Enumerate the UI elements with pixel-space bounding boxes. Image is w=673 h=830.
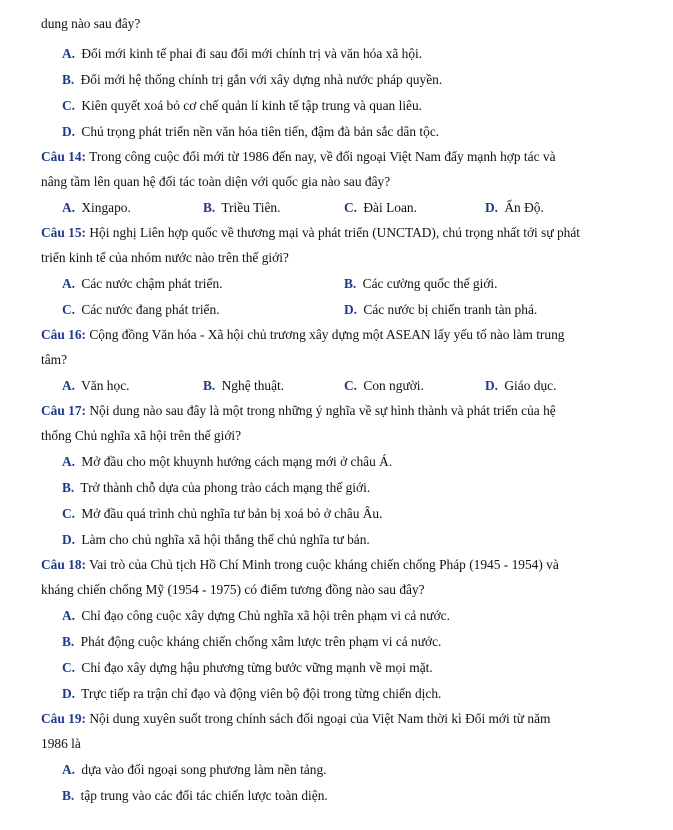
question-stem-line: Nội dung xuyên suốt trong chính sách đối ngoại của Việt Nam thời kì Đổi mới từ năm (89, 711, 551, 726)
question-14-stem-cont: nâng tầm lên quan hệ đối tác toàn diện với quốc gia nào sau đây? (41, 174, 391, 189)
question-15-stem-cont: triển kinh tế của nhóm nước nào trên thế giới? (41, 250, 289, 265)
question-14-stem (41, 147, 556, 166)
option-letter: B. (203, 378, 216, 393)
option-letter: A. (62, 454, 76, 469)
option-text: Phát động cuộc kháng chiến chống xâm lược trên phạm vi cả nước. (80, 634, 442, 649)
q16-option-a[interactable] (62, 376, 129, 395)
q15-option-d[interactable] (344, 300, 537, 319)
option-letter: C. (344, 378, 358, 393)
q14-option-c[interactable] (344, 198, 417, 217)
option-text: Con người. (363, 378, 424, 393)
question-stem-line: Cộng đồng Văn hóa - Xã hội chủ trương xây dựng một ASEAN lấy yếu tố nào làm trung (89, 327, 565, 342)
option-letter: B. (62, 480, 75, 495)
option-text: Triều Tiên. (221, 200, 281, 215)
option-letter: A. (62, 200, 76, 215)
question-stem-line: Vai trò của Chủ tịch Hồ Chí Minh trong cuộc kháng chiến chống Pháp (1945 - 1954) và (89, 557, 559, 572)
option-text: tập trung vào các đối tác chiến lược toàn diện. (80, 788, 328, 803)
question-stem-line: Trong công cuộc đổi mới từ 1986 đến nay, về đối ngoại Việt Nam đẩy mạnh hợp tác và (89, 149, 556, 164)
q15-option-b[interactable] (344, 274, 497, 293)
option-text: Ấn Độ. (504, 200, 544, 215)
q15-option-a[interactable] (62, 274, 223, 293)
option-text: Các cường quốc thế giới. (362, 276, 498, 291)
question-label: Câu 19: (41, 711, 87, 726)
option-letter: B. (62, 72, 75, 87)
option-text: Chú trọng phát triển nền văn hóa tiên tiến, đậm đà bản sắc dân tộc. (81, 124, 440, 139)
question-18-stem-cont: kháng chiến chống Mỹ (1954 - 1975) có điểm tương đồng nào sau đây? (41, 582, 425, 597)
question-label: Câu 17: (41, 403, 87, 418)
q13-option-b[interactable] (62, 70, 442, 89)
option-text: Đổi mới hệ thống chính trị gắn với xây dựng nhà nước pháp quyền. (80, 72, 443, 87)
question-18-stem (41, 555, 559, 574)
question-label: Câu 16: (41, 327, 87, 342)
q17-option-c[interactable] (62, 504, 382, 523)
option-letter: A. (62, 378, 76, 393)
option-text: Đổi mới kinh tế phai đi sau đổi mới chính trị và văn hóa xã hội. (81, 46, 423, 61)
q18-option-a[interactable] (62, 606, 450, 625)
option-letter: C. (62, 506, 76, 521)
question-19-stem-cont: 1986 là (41, 736, 81, 751)
q14-option-b[interactable] (203, 198, 280, 217)
q18-option-b[interactable] (62, 632, 441, 651)
option-letter: D. (344, 302, 358, 317)
option-letter: D. (485, 378, 499, 393)
option-text: dựa vào đối ngoại song phương làm nền tảng. (81, 762, 327, 777)
q16-option-c[interactable] (344, 376, 424, 395)
q17-option-d[interactable] (62, 530, 370, 549)
question-17-stem (41, 401, 556, 420)
q13-option-c[interactable] (62, 96, 422, 115)
question-stem-line: Nội dung nào sau đây là một trong những ý nghĩa về sự hình thành và phát triển của hệ (89, 403, 556, 418)
option-text: Trở thành chỗ dựa của phong trào cách mạng thế giới. (80, 480, 371, 495)
option-letter: B. (344, 276, 357, 291)
option-text: Mở đầu cho một khuynh hướng cách mạng mới ở châu Á. (81, 454, 393, 469)
option-letter: A. (62, 46, 76, 61)
question-16-stem-cont: tâm? (41, 352, 68, 367)
option-letter: B. (203, 200, 216, 215)
option-letter: D. (62, 124, 76, 139)
question-13-stem-end: dung nào sau đây? (41, 16, 141, 31)
question-stem-line: Hội nghị Liên hợp quốc về thương mại và phát triển (UNCTAD), chú trọng nhất tới sự phát (89, 225, 580, 240)
option-text: Đài Loan. (363, 200, 417, 215)
q15-option-c[interactable] (62, 300, 220, 319)
q19-option-b[interactable] (62, 786, 328, 805)
q18-option-c[interactable] (62, 658, 433, 677)
option-letter: D. (485, 200, 499, 215)
question-17-stem-cont: thống Chủ nghĩa xã hội trên thế giới? (41, 428, 242, 443)
option-text: Các nước bị chiến tranh tàn phá. (363, 302, 538, 317)
q18-option-d[interactable] (62, 684, 441, 703)
option-text: Các nước đang phát triển. (81, 302, 220, 317)
question-label: Câu 18: (41, 557, 87, 572)
option-letter: D. (62, 532, 76, 547)
question-label: Câu 15: (41, 225, 87, 240)
q13-option-d[interactable] (62, 122, 439, 141)
option-text: Kiên quyết xoá bỏ cơ chế quản lí kinh tế tập trung và quan liêu. (81, 98, 423, 113)
option-letter: C. (62, 98, 76, 113)
option-text: Văn học. (81, 378, 130, 393)
q19-option-a[interactable] (62, 760, 327, 779)
question-19-stem (41, 709, 550, 728)
option-text: Xingapo. (81, 200, 131, 215)
option-letter: C. (62, 302, 76, 317)
option-letter: A. (62, 762, 76, 777)
q17-option-a[interactable] (62, 452, 392, 471)
option-text: Giáo dục. (504, 378, 557, 393)
q16-option-b[interactable] (203, 376, 284, 395)
q14-option-a[interactable] (62, 198, 131, 217)
q16-option-d[interactable] (485, 376, 556, 395)
question-15-stem (41, 223, 580, 242)
option-text: Chỉ đạo công cuộc xây dựng Chủ nghĩa xã hội trên phạm vi cả nước. (81, 608, 450, 623)
q13-option-a[interactable] (62, 44, 422, 63)
option-text: Nghệ thuật. (221, 378, 285, 393)
option-letter: A. (62, 608, 76, 623)
option-text: Chỉ đạo xây dựng hậu phương từng bước vững mạnh về mọi mặt. (81, 660, 433, 675)
option-letter: A. (62, 276, 76, 291)
option-letter: C. (344, 200, 358, 215)
option-letter: D. (62, 686, 76, 701)
option-text: Trực tiếp ra trận chỉ đạo và động viên bộ đội trong từng chiến dịch. (81, 686, 442, 701)
option-text: Các nước chậm phát triển. (81, 276, 223, 291)
q14-option-d[interactable] (485, 198, 544, 217)
option-text: Mở đầu quá trình chủ nghĩa tư bản bị xoá bỏ ở châu Âu. (81, 506, 383, 521)
option-letter: B. (62, 634, 75, 649)
option-text: Làm cho chủ nghĩa xã hội thắng thế chủ nghĩa tư bản. (81, 532, 370, 547)
option-letter: C. (62, 660, 76, 675)
option-letter: B. (62, 788, 75, 803)
question-16-stem (41, 325, 564, 344)
question-label: Câu 14: (41, 149, 87, 164)
q17-option-b[interactable] (62, 478, 370, 497)
